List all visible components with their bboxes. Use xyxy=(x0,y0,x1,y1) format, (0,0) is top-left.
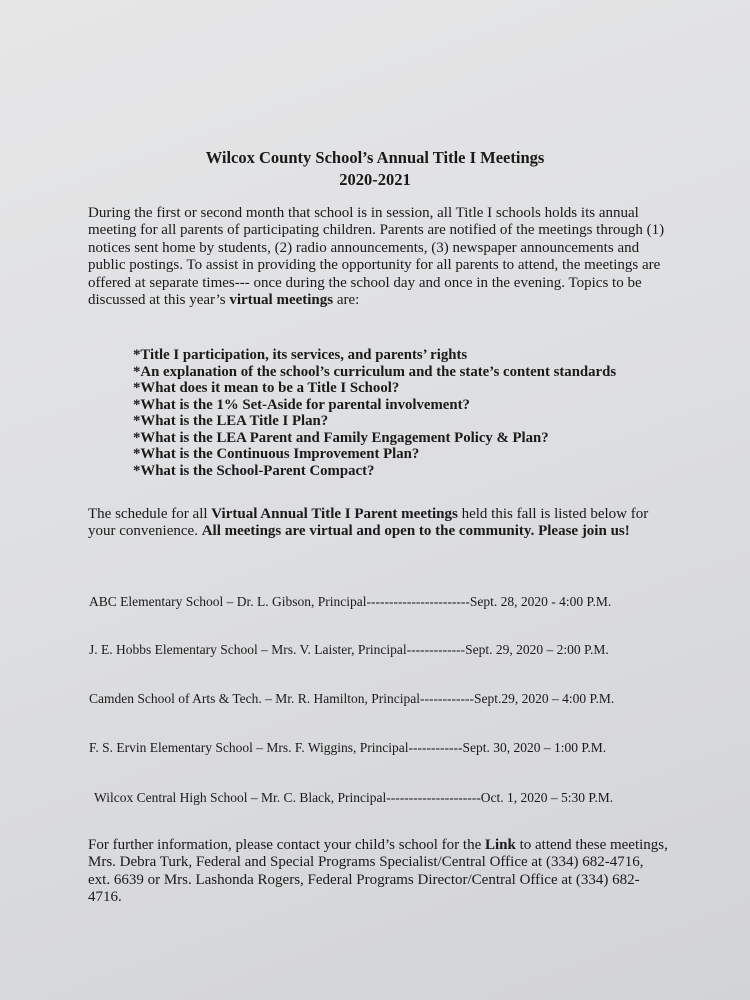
topic-item: *What is the Continuous Improvement Plan? xyxy=(133,446,420,462)
topic-item: *An explanation of the school’s curriculum and the state’s content standards xyxy=(133,363,617,380)
intro-text-2: are: xyxy=(333,292,360,309)
topic-item: *What is the LEA Parent and Family Engagement Policy & Plan? xyxy=(133,429,549,446)
contact-paragraph xyxy=(88,837,668,907)
schedule-text-2: held this fall is listed below for your convenience. xyxy=(88,506,649,540)
schedule-bold-1: Virtual Annual Title I Parent meetings xyxy=(211,506,458,522)
topic-item: *What is the 1% Set-Aside for parental involvement? xyxy=(133,396,470,413)
meeting-row: J. E. Hobbs Elementary School – Mrs. V. Laister, Principal-------------Sept. 29, 2020 – 2:00 P.M. xyxy=(89,642,609,657)
meeting-row: ABC Elementary School – Dr. L. Gibson, Principal-----------------------Sept. 28, 2020 - 4:00 P.M. xyxy=(89,594,612,609)
contact-link-word: Link xyxy=(484,837,516,853)
schedule-bold-2: All meetings are virtual and open to the community. Please join us! xyxy=(201,523,630,540)
intro-bold: virtual meetings xyxy=(229,292,334,309)
meeting-row: F. S. Ervin Elementary School – Mrs. F. Wiggins, Principal------------Sept. 30, 2020 – 1:00 P.M. xyxy=(89,740,607,755)
page-year: 2020-2021 xyxy=(339,170,411,189)
topic-item: *What is the School-Parent Compact? xyxy=(133,462,375,479)
contact-text-2: to attend these meetings, Mrs. Debra Turk, Federal and Special Programs Specialist/Central Office at (334) 682-4716, ext. 6639 or Mrs. Lashonda Rogers, Federal Programs Director/Central Office at (334) 682-4716. xyxy=(88,837,668,906)
topic-item: *What does it mean to be a Title I School? xyxy=(133,380,400,396)
meeting-row: Wilcox Central High School – Mr. C. Black, Principal---------------------Oct. 1, 2020 – 5:30 P.M. xyxy=(94,790,614,805)
page-title: Wilcox County School’s Annual Title I Meetings xyxy=(205,148,545,167)
contact-text-1: For further information, please contact your child’s school for the xyxy=(88,837,485,853)
topics-list xyxy=(133,347,616,479)
topic-item: *Title I participation, its services, and parents’ rights xyxy=(133,347,468,363)
schedule-text-1: The schedule for all xyxy=(88,506,212,522)
topic-item: *What is the LEA Title I Plan? xyxy=(133,413,329,429)
intro-paragraph xyxy=(88,205,668,309)
meeting-row: Camden School of Arts & Tech. – Mr. R. Hamilton, Principal------------Sept.29, 2020 – 4:00 P.M. xyxy=(89,691,615,706)
intro-text-1: During the first or second month that school is in session, all Title I schools holds its annual meeting for all parents of participating children. Parents are notified of the meetings through (1) notices sent home by students, (2) radio announcements, (3) newspaper announcements and public postings. To assist in providing the opportunity for all parents to attend, the meetings are offered at separate times--- once during the school day and once in the evening. Topics to be discussed at this year’s xyxy=(88,205,665,309)
schedule-intro xyxy=(88,506,668,541)
